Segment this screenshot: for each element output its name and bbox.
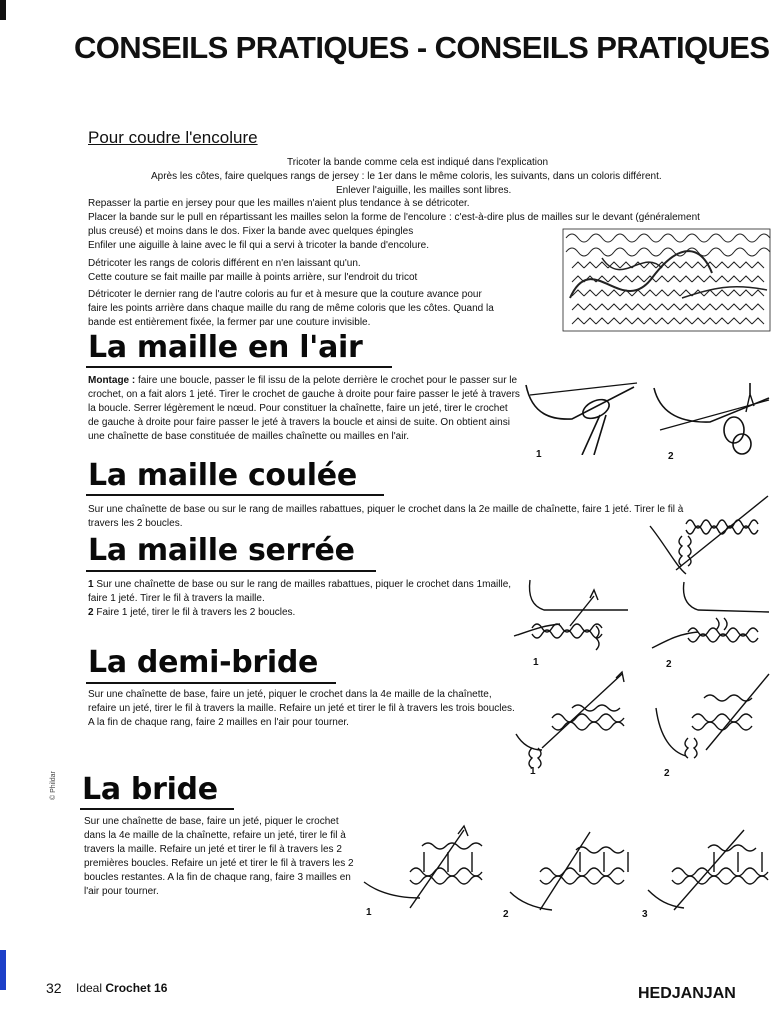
page-number: 32 [46,980,62,996]
figure-number: 2 [664,768,670,779]
figure-number: 2 [503,909,509,920]
title-underline [86,682,336,684]
encolure-line: Enlever l'aiguille, les mailles sont libres. [336,185,512,196]
figure-number: 1 [533,657,539,668]
encolure-subtitle: Pour coudre l'encolure [88,128,258,147]
maille-coulee-text: Sur une chaînette de base ou sur le rang de mailles rabattues, piquer le crochet dans la 2e maille de chaînette, faire 1 jeté. Tirer le fil à travers les 2 boucles. [88,504,684,529]
encolure-line: Placer la bande sur le pull en répartissant les mailles selon la forme de l'encolure : c'est-à-dire plus de mailles sur le devant (généralement [88,212,700,223]
section-title-maille-coulee: La maille coulée [88,458,357,493]
section-title-demi-bride: La demi-bride [88,645,319,680]
figure-number: 1 [366,907,372,918]
maille-en-lair-text [88,374,520,444]
montage-label: Montage : [88,375,136,386]
figure-number: 2 [668,451,674,462]
encolure-line: Détricoter le dernier rang de l'autre coloris au fur et à mesure que la couture avance pour [88,289,482,300]
footer-signature: HEDJANJAN [638,985,736,1002]
encolure-line: Repasser la partie en jersey pour que les mailles n'aient plus tendance à se détricoter. [88,198,470,209]
section-title-bride: La bride [82,772,218,807]
encolure-line: Tricoter la bande comme cela est indiqué dans l'explication [287,157,549,168]
title-underline [86,366,392,368]
encolure-line: bande est entièrement fixée, la fermer par une couture invisible. [88,317,371,328]
maille-serree-figure-2 [648,578,771,658]
maille-serree-figure-1 [510,576,630,656]
title-underline [86,570,376,572]
section-title-maille-en-lair: La maille en l'air [88,330,363,365]
page-header-title: CONSEILS PRATIQUES - CONSEILS PRATIQUES [74,30,770,65]
step-number: 1 [88,579,94,590]
figure-number: 1 [530,766,536,777]
scan-corner-mark [0,0,6,20]
step-number: 2 [88,607,94,618]
demi-bride-figure-2 [652,668,771,780]
figure-number: 1 [536,449,542,460]
maille-en-lair-figure-1 [522,375,644,455]
step-1 [88,578,520,606]
encolure-line: Cette couture se fait maille par maille à points arrière, sur l'endroit du tricot [88,272,418,283]
encolure-line: plus creusé) et moins dans le dos. Fixer la bande avec quelques épingles [88,226,414,237]
maille-en-lair-figure-2 [650,378,771,460]
magazine-name-part: Ideal [76,981,103,995]
figure-number: 3 [642,909,648,920]
encolure-line: Après les côtes, faire quelques rangs de jersey : le 1er dans le même coloris, les suivants, dans un coloris différent. [151,171,662,182]
title-underline [86,494,384,496]
encolure-illustration [562,228,771,332]
photo-credit: © Phildar [50,771,57,800]
bride-figure-2 [500,822,638,924]
step-text: Faire 1 jeté, tirer le fil à travers les 2 boucles. [96,607,296,618]
montage-body: faire une boucle, passer le fil issu de la pelote derrière le crochet pour le passer sur le crochet, on a fait alors 1 jeté. Tirer le crochet de gauche à droite pour faire passer le jeté à travers la boucle. Serrer légèrement le nœud. Pour constituer la chaînette, faire un jeté, tirer le crochet de gauche à droite pour faire passer le jeté à travers la boucle et ainsi de suite. On obtient ainsi une chaînette de base constituée de mailles chaînette ou mailles en l'air. [88,375,520,442]
section-title-maille-serree: La maille serrée [88,533,355,568]
magazine-issue: Crochet 16 [105,981,168,995]
title-underline [80,808,234,810]
encolure-line: Enfiler une aiguille à laine avec le fil qui a servi à tricoter la bande d'encolure. [88,240,429,251]
encolure-line: Détricoter les rangs de coloris différent en n'en laissant qu'un. [88,258,361,269]
binding-edge-mark [0,950,6,990]
magazine-name [76,981,167,995]
demi-bride-figure-1 [512,668,640,780]
figure-number: 2 [666,659,672,670]
encolure-line: faire les points arrière dans chaque maille du rang de même coloris que les côtes. Quand la [88,303,494,314]
bride-figure-1 [360,822,492,924]
bride-figure-3 [644,822,771,924]
step-text: Sur une chaînette de base ou sur le rang de mailles rabattues, piquer le crochet dans 1maille, faire 1 jeté. Tirer le fil à travers la maille. [88,579,512,604]
maille-coulee-figure [646,486,771,578]
maille-serree-text [88,578,520,620]
bride-text: Sur une chaînette de base, faire un jeté, piquer le crochet dans la 4e maille de la chaînette, refaire un jeté, tirer le fil à travers la maille. Refaire un jeté et tirer le fil à travers les 2 premières boucles. Refaire un jeté et tirer le fil à travers les 2 boucles restantes. A la fin de chaque rang, faire 3 mailles en l'air pour tourner. [84,816,354,897]
demi-bride-text: Sur une chaînette de base, faire un jeté, piquer le crochet dans la 4e maille de la chaînette, refaire un jeté, tirer le fil à travers la maille. Refaire un jeté et tirer le fil à travers les trois boucles. A la fin de chaque rang, faire 2 mailles en l'air pour tourner. [88,689,515,728]
step-2 [88,606,520,620]
